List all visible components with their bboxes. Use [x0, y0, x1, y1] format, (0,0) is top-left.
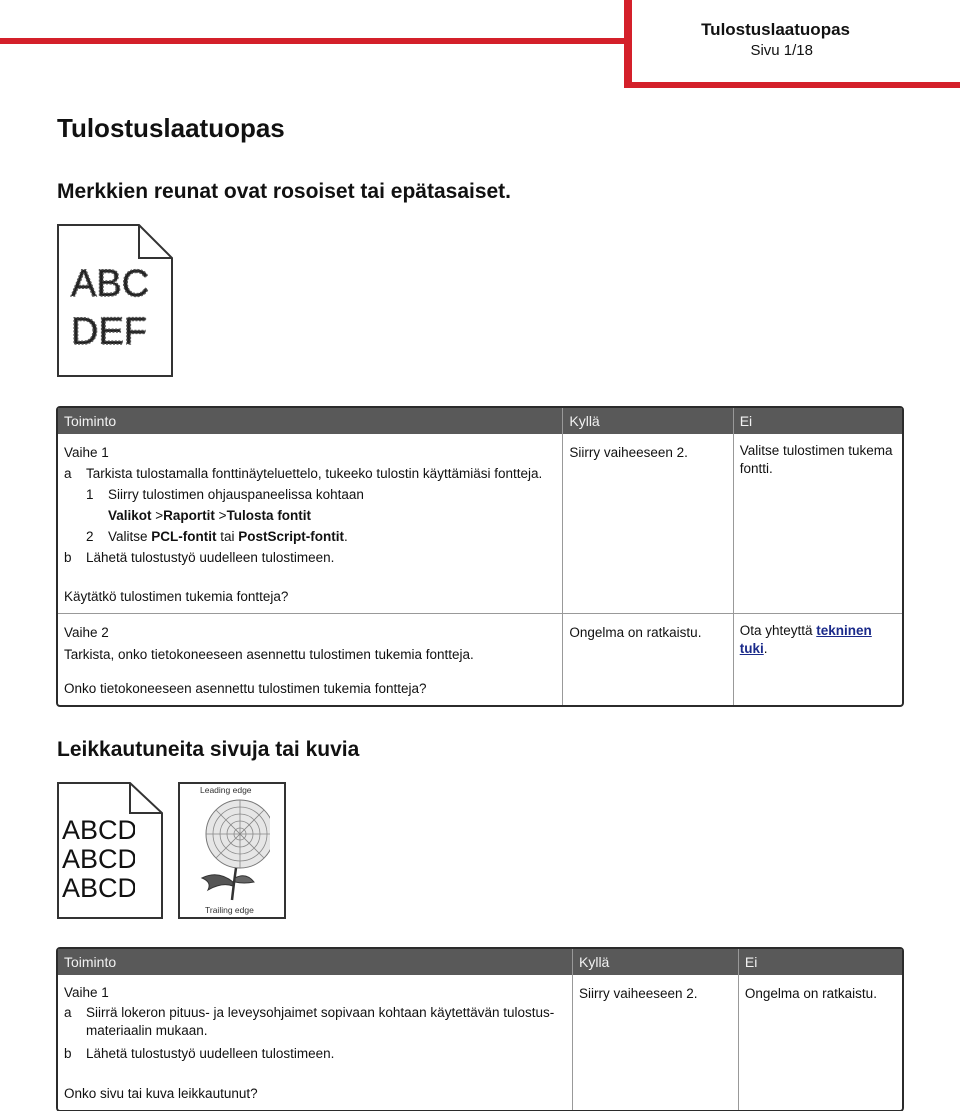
sample-text-line1: ABC: [71, 263, 150, 305]
step-label: Vaihe 1: [64, 445, 109, 460]
section-heading-clipped: Leikkautuneita sivuja tai kuvia: [57, 738, 360, 761]
step-label: Vaihe 1: [64, 985, 109, 1000]
column-header-yes: Kyllä: [572, 949, 738, 975]
svg-text:ABCD: ABCD: [62, 873, 138, 903]
table-row: [58, 975, 902, 1110]
page-title: Tulostuslaatuopas: [57, 113, 285, 143]
no-answer: Valitse tulostimen tukema fontti.: [733, 434, 902, 613]
column-header-no: Ei: [738, 949, 902, 975]
troubleshooting-table-clipped: [56, 947, 904, 1111]
yes-answer: Ongelma on ratkaistu.: [562, 613, 732, 705]
no-answer: Ongelma on ratkaistu.: [738, 975, 902, 1110]
troubleshooting-table-jagged: [56, 406, 904, 707]
table-row: [58, 434, 902, 613]
clipped-image-illustration: [178, 782, 286, 919]
list-item: a Tarkista tulostamalla fonttinäyteluettelo, tukeeko tulostin käyttämiäsi fontteja.: [64, 466, 543, 481]
header-title: Tulostuslaatuopas: [701, 20, 850, 39]
svg-text:ABCD: ABCD: [62, 844, 138, 874]
svg-text:Trailing edge: Trailing edge: [205, 905, 254, 915]
header-rule-vertical: [624, 0, 632, 88]
list-item: a Siirrä lokeron pituus- ja leveysohjaimet sopivaan kohtaan käytettävän tulostus-materiaalin mukaan.: [64, 1005, 555, 1038]
table-row: Vaihe 2 Tarkista, onko tietokoneeseen asennettu tulostimen tukemia fontteja. Onko tietokoneeseen asennettu tulostimen tukemia fontteja? Ongelma on ratkaistu. Ota yhteyttä tekninen tuki.: [58, 613, 902, 705]
no-answer: Ota yhteyttä tekninen tuki.: [733, 613, 902, 705]
list-item: 2 Valitse PCL-fontit tai PostScript-fontit.: [86, 529, 348, 544]
list-item: 1 Siirry tulostimen ohjauspaneelissa kohtaan: [86, 487, 364, 502]
header-rule-horizontal: [0, 38, 632, 44]
svg-text:Leading edge: Leading edge: [200, 785, 252, 795]
column-header-no: Ei: [733, 408, 902, 434]
tech-support-link[interactable]: tekninen: [816, 623, 872, 638]
yes-answer: Siirry vaiheeseen 2.: [562, 434, 732, 613]
step-question: Onko tietokoneeseen asennettu tulostimen tukemia fontteja?: [64, 681, 427, 696]
clipped-text-illustration: [57, 782, 163, 919]
column-header-yes: Kyllä: [562, 408, 732, 434]
sample-text-line2: DEF: [71, 311, 147, 353]
column-header-action: Toiminto: [58, 949, 572, 975]
tech-support-link-cont[interactable]: tuki: [739, 641, 764, 656]
svg-text:ABCD: ABCD: [62, 815, 138, 845]
list-item: b Lähetä tulostustyö uudelleen tulostimeen.: [64, 1046, 335, 1061]
header-page-number: Sivu 1/18: [750, 42, 813, 59]
header-rule-bottom: [624, 82, 960, 88]
menu-path: Valikot >Raportit >Tulosta fontit: [108, 508, 312, 523]
column-header-action: Toiminto: [58, 408, 562, 434]
section-heading-jagged: Merkkien reunat ovat rosoiset tai epätasaiset.: [57, 180, 512, 203]
step-question: Käytätkö tulostimen tukemia fontteja?: [64, 589, 289, 604]
jagged-characters-illustration: [57, 224, 173, 377]
list-item: b Lähetä tulostustyö uudelleen tulostimeen.: [64, 550, 335, 565]
step-label: Vaihe 2: [64, 625, 109, 640]
yes-answer: Siirry vaiheeseen 2.: [572, 975, 738, 1110]
step-question: Onko sivu tai kuva leikkautunut?: [64, 1086, 258, 1101]
